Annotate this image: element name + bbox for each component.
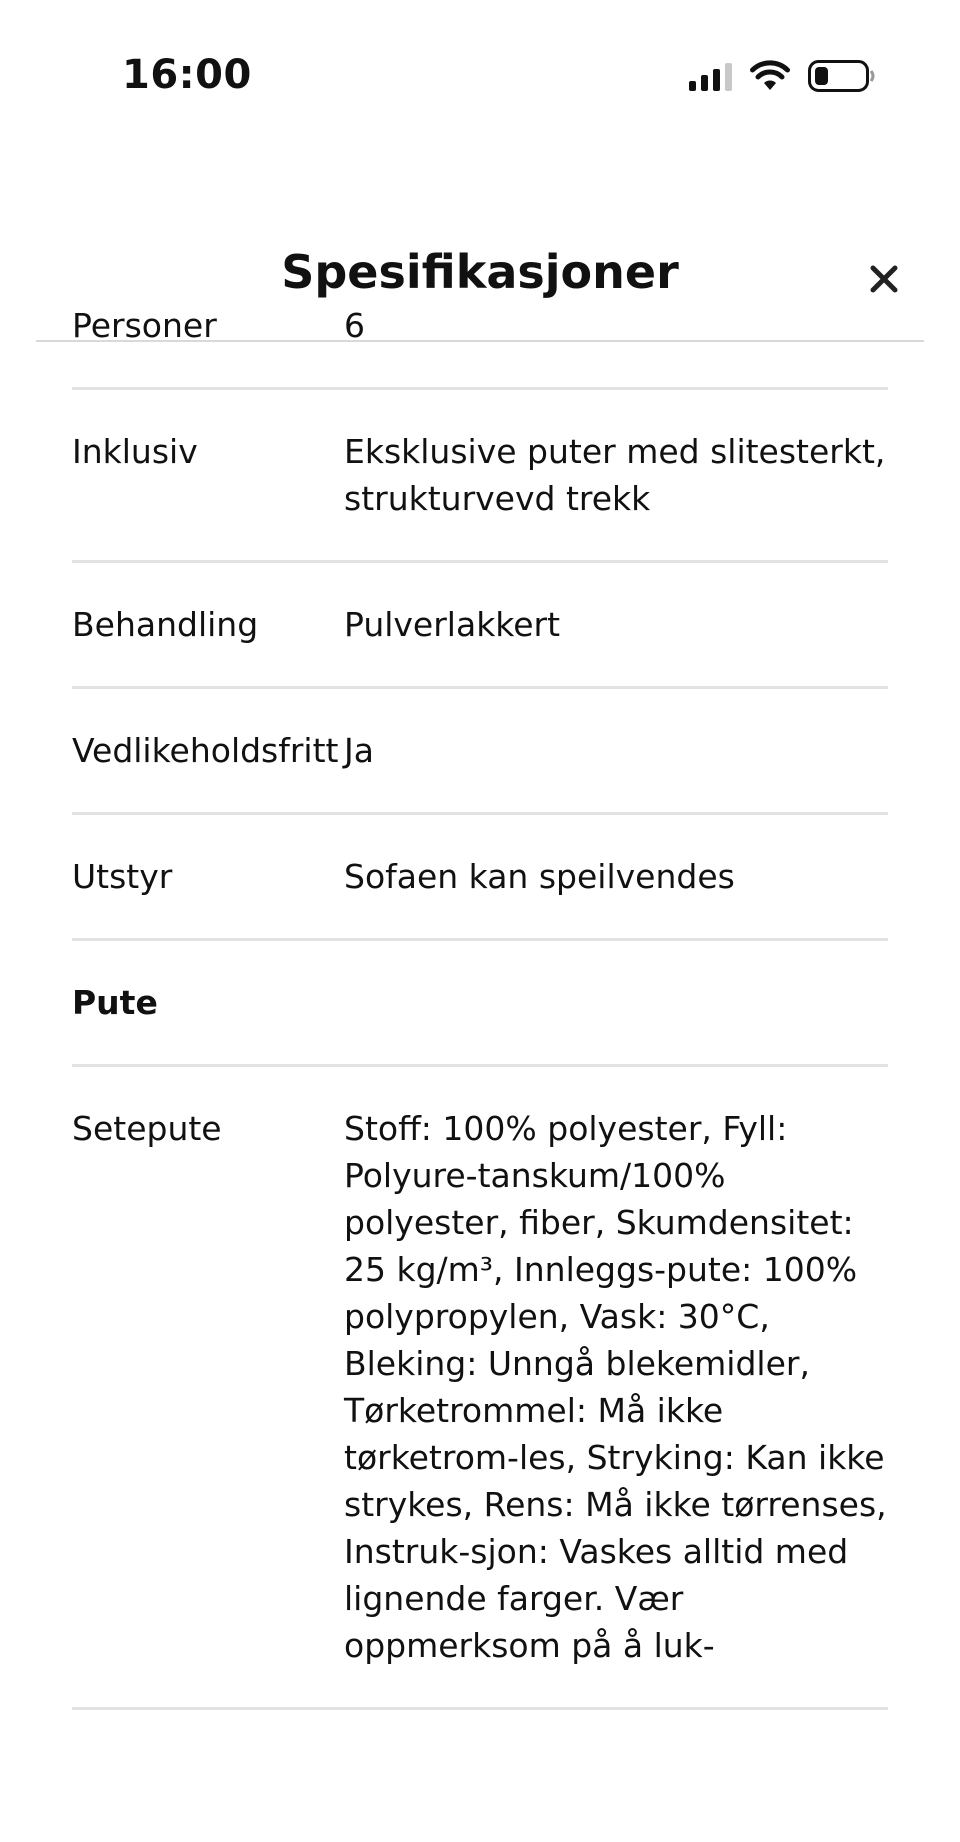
spec-value: 6 xyxy=(344,306,365,345)
spec-label: Behandling xyxy=(72,605,259,644)
spec-label: Inklusiv xyxy=(72,432,198,471)
status-icons xyxy=(689,60,876,92)
spec-value: Stoff: 100% polyester, Fyll: Polyure-tanskum/100% polyester, fiber, Skumdensitet: 25 kg/m³, Innleggs-pute: 100% polypropylen, Vask: 30°C, Bleking: Unngå blekemidler, Tørketrommel: Må ikke tørketrom-les, Stryking: Kan ikke strykes, Rens: Må ikke tørrenses, Instruk-sjon: Vaskes alltid med lignende farger. Vær oppmerksom på å luk- xyxy=(344,1109,887,1665)
spec-row-setepute xyxy=(72,1067,888,1710)
signal-icon xyxy=(689,61,732,91)
spec-value: Ja xyxy=(344,731,374,770)
spec-label: Vedlikeholdsfritt xyxy=(72,731,339,770)
spec-section-pute xyxy=(72,941,888,1067)
status-time: 16:00 xyxy=(122,52,252,98)
spec-value: Pulverlakkert xyxy=(344,605,561,644)
page-title: Spesifikasjoner xyxy=(281,245,679,299)
battery-icon xyxy=(808,60,876,92)
spec-value xyxy=(344,979,888,1026)
spec-value: Sofaen kan speilvendes xyxy=(344,857,735,896)
spec-list-content xyxy=(72,264,888,1710)
spec-row-inklusiv xyxy=(72,390,888,563)
status-bar xyxy=(0,0,960,160)
spec-list[interactable] xyxy=(0,306,960,1842)
section-heading: Pute xyxy=(72,983,158,1022)
spec-value: Eksklusive puter med slitesterkt, strukturvevd trekk xyxy=(344,432,886,518)
spec-row-utstyr xyxy=(72,815,888,941)
spec-label: Setepute xyxy=(72,1109,222,1148)
spec-label: Utstyr xyxy=(72,857,173,896)
wifi-icon xyxy=(750,60,790,92)
spec-label: Personer xyxy=(72,306,217,345)
spec-row-personer xyxy=(72,264,888,390)
spec-row-behandling xyxy=(72,563,888,689)
spec-row-vedlikeholdsfritt xyxy=(72,689,888,815)
